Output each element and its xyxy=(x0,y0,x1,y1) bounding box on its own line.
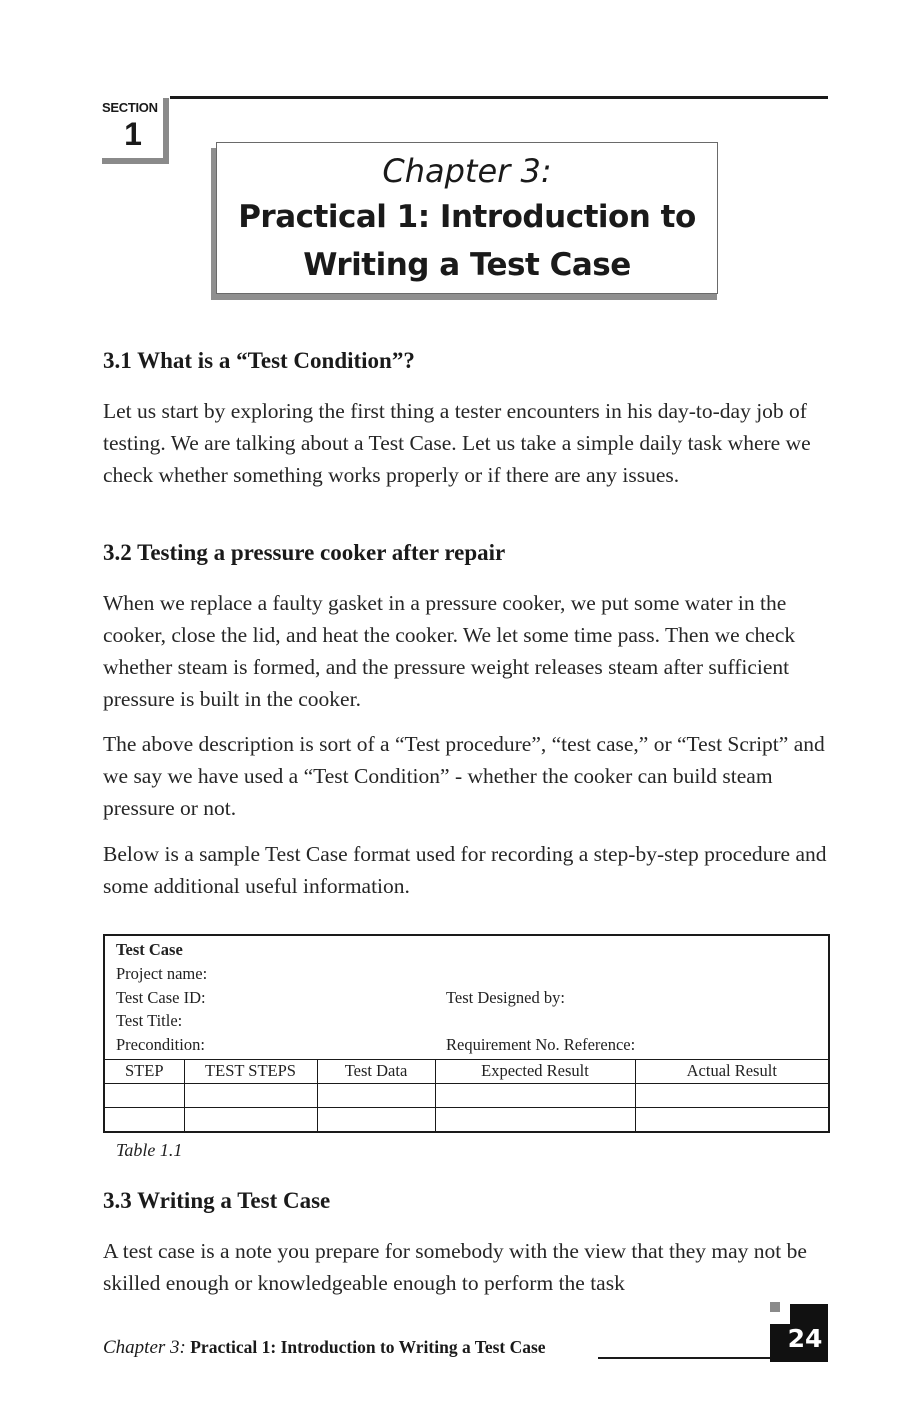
section-heading-3-2: 3.2 Testing a pressure cooker after repair xyxy=(103,540,506,565)
chapter-title-line2: Writing a Test Case xyxy=(303,247,631,283)
table-cell xyxy=(435,1107,635,1132)
test-case-id-label: Test Case ID: xyxy=(116,987,206,1007)
table-cell xyxy=(184,1083,317,1107)
chapter-title-box xyxy=(216,142,718,294)
table-row xyxy=(104,1083,829,1107)
chapter-label: Chapter 3: xyxy=(382,152,552,190)
table-cell xyxy=(635,1083,829,1107)
table-header-row xyxy=(104,1059,829,1083)
table-cell xyxy=(635,1107,829,1132)
paragraph-3-2-c: Below is a sample Test Case format used for recording a step-by-step procedure and some additional useful information. xyxy=(103,842,827,898)
table-cell xyxy=(317,1083,435,1107)
column-header-actual-result: Actual Result xyxy=(635,1059,829,1083)
precondition-label: Precondition: xyxy=(116,1035,205,1055)
page-corner-square xyxy=(770,1302,780,1312)
test-case-header xyxy=(104,935,829,1059)
footer-chapter-label: Chapter 3: xyxy=(103,1337,186,1358)
table-cell xyxy=(184,1107,317,1132)
column-header-test-data: Test Data xyxy=(317,1059,435,1083)
footer-running-title xyxy=(103,1337,546,1359)
table-row xyxy=(104,1107,829,1132)
section-label: SECTION xyxy=(102,100,158,115)
paragraph-3-1: Let us start by exploring the first thing a tester encounters in his day-to-day job of testing. We are talking about a Test Case. Let us take a simple daily task where we check whether something works properly or if there are any issues. xyxy=(103,399,811,487)
footer-rule xyxy=(598,1357,771,1359)
test-designed-by-label: Test Designed by: xyxy=(446,987,565,1007)
section-badge xyxy=(102,98,166,160)
paragraph-3-2-a: When we replace a faulty gasket in a pressure cooker, we put some water in the cooker, close the lid, and heat the cooker. We let some time pass. Then we check whether steam is formed, and the pressure weight releases steam after sufficient pressure is built in the cooker. xyxy=(103,591,796,711)
column-header-step: STEP xyxy=(104,1059,184,1083)
section-number: 1 xyxy=(124,116,142,152)
paragraph-3-2-b: The above description is sort of a “Test procedure”, “test case,” or “Test Script” and we say we have used a “Test Condition” - whether the cooker can build steam pressure or not. xyxy=(103,732,825,820)
column-header-test-steps: TEST STEPS xyxy=(184,1059,317,1083)
section-rule-vertical xyxy=(163,98,169,164)
project-name-label: Project name: xyxy=(116,963,208,983)
table-cell xyxy=(317,1107,435,1132)
page-number: 24 xyxy=(787,1324,823,1353)
table-cell xyxy=(104,1107,184,1132)
chapter-title-line1: Practical 1: Introduction to xyxy=(238,199,696,235)
section-heading-3-3: 3.3 Writing a Test Case xyxy=(103,1188,331,1213)
test-case-table xyxy=(103,934,830,1133)
footer-chapter-title: Practical 1: Introduction to Writing a Test Case xyxy=(190,1337,546,1357)
paragraph-3-3: A test case is a note you prepare for somebody with the view that they may not be skilled enough or knowledgeable enough to perform the task xyxy=(103,1239,807,1295)
table-cell xyxy=(104,1083,184,1107)
requirement-ref-label: Requirement No. Reference: xyxy=(446,1035,636,1055)
section-rule-horizontal xyxy=(102,158,169,164)
top-rule xyxy=(170,96,828,99)
table-cell xyxy=(435,1083,635,1107)
table-caption: Table 1.1 xyxy=(116,1140,183,1160)
test-case-title: Test Case xyxy=(116,940,183,959)
column-header-expected-result: Expected Result xyxy=(435,1059,635,1083)
test-title-label: Test Title: xyxy=(116,1011,183,1031)
section-heading-3-1: 3.1 What is a “Test Condition”? xyxy=(103,348,415,373)
